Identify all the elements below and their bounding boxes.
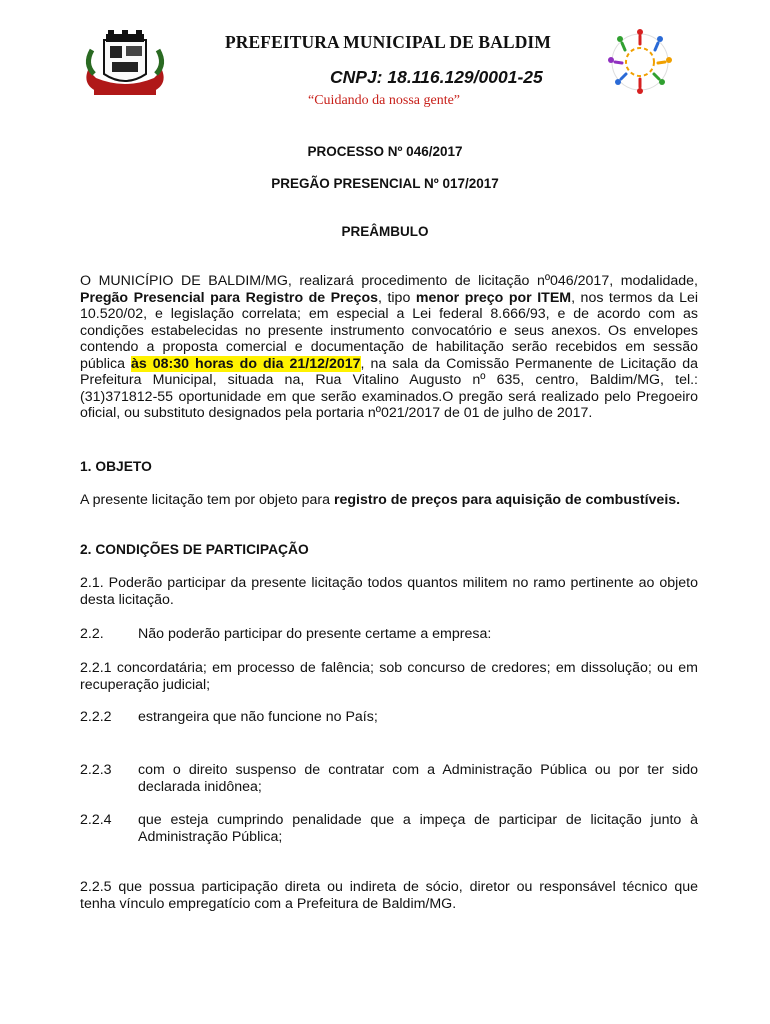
preamble-text-2: , tipo bbox=[378, 289, 416, 306]
preamble-text-4: , na sala da Comissão Permanente de Licitação da Prefeitura Municipal, situada na, Rua Vitalino Augusto nº 635, centro, Baldim/MG, tel.: (31)371812-55 oportunidade em que serão examinados.O pregão será realizado pelo Pregoeiro oficial, ou substituto designados pela portaria nº021/2017 de 01 de julho de 2017. bbox=[80, 355, 698, 421]
objeto-text: A presente licitação tem por objeto para bbox=[80, 492, 334, 508]
people-holding-hands-circle-icon bbox=[600, 22, 680, 102]
section-condicoes-title: 2. CONDIÇÕES DE PARTICIPAÇÃO bbox=[80, 542, 309, 557]
preamble-text-3: , nos termos da Lei 10.520/02, e legislação correlata; em especial a Lei federal 8.666/93, e de acordo com as condições estabelecidas no presente instrumento convocatório e seus anexos. Os envelopes contendo a proposta comercial e documentação de habilitação serão recebidos em sessão pública bbox=[80, 289, 699, 372]
preamble-type: menor preço por ITEM bbox=[415, 289, 572, 306]
item-2-2-3-text: com o direito suspenso de contratar com a Administração Pública ou por ter sido declarada inidônea; bbox=[138, 762, 698, 795]
preamble-paragraph bbox=[80, 273, 698, 422]
item-2-2-2-number: 2.2.2 bbox=[80, 709, 112, 725]
preamble-text-1: O MUNICÍPIO DE BALDIM/MG, realizará procedimento de licitação nº046/2017, modalidade, bbox=[80, 273, 698, 289]
section-objeto-title: 1. OBJETO bbox=[80, 459, 152, 474]
item-2-2-4-text: que esteja cumprindo penalidade que a impeça de participar de licitação junto à Administração Pública; bbox=[138, 812, 698, 845]
item-2-1: 2.1. Poderão participar da presente licitação todos quantos militem no ramo pertinente ao objeto desta licitação. bbox=[80, 575, 698, 608]
preamble-session-time: às 08:30 horas do dia 21/12/2017 bbox=[130, 355, 361, 372]
item-2-2-4-number: 2.2.4 bbox=[80, 812, 112, 828]
item-2-2-2-text: estrangeira que não funcione no País; bbox=[138, 709, 378, 725]
municipal-coat-of-arms-icon bbox=[80, 30, 170, 100]
objeto-paragraph bbox=[80, 492, 698, 509]
preambulo-heading: PREÂMBULO bbox=[341, 224, 429, 239]
pregao-heading: PREGÃO PRESENCIAL Nº 017/2017 bbox=[271, 176, 499, 191]
objeto-bold: registro de preços para aquisição de combustíveis. bbox=[333, 492, 681, 508]
header-cnpj: CNPJ: 18.116.129/0001-25 bbox=[330, 67, 543, 87]
processo-heading: PROCESSO Nº 046/2017 bbox=[307, 144, 463, 159]
preamble-modality: Pregão Presencial para Registro de Preços bbox=[80, 289, 379, 306]
item-2-2-text: Não poderão participar do presente certame a empresa: bbox=[138, 626, 492, 642]
header-title: PREFEITURA MUNICIPAL DE BALDIM bbox=[225, 32, 551, 52]
item-2-2-number: 2.2. bbox=[80, 626, 104, 642]
header-slogan: “Cuidando da nossa gente” bbox=[308, 93, 461, 108]
item-2-2-1: 2.2.1 concordatária; em processo de falência; sob concurso de credores; em dissolução; ou em recuperação judicial; bbox=[80, 660, 698, 693]
item-2-2-3-number: 2.2.3 bbox=[80, 762, 112, 778]
item-2-2-5: 2.2.5 que possua participação direta ou indireta de sócio, diretor ou responsável técnico que tenha vínculo empregatício com a Prefeitura de Baldim/MG. bbox=[80, 879, 698, 912]
